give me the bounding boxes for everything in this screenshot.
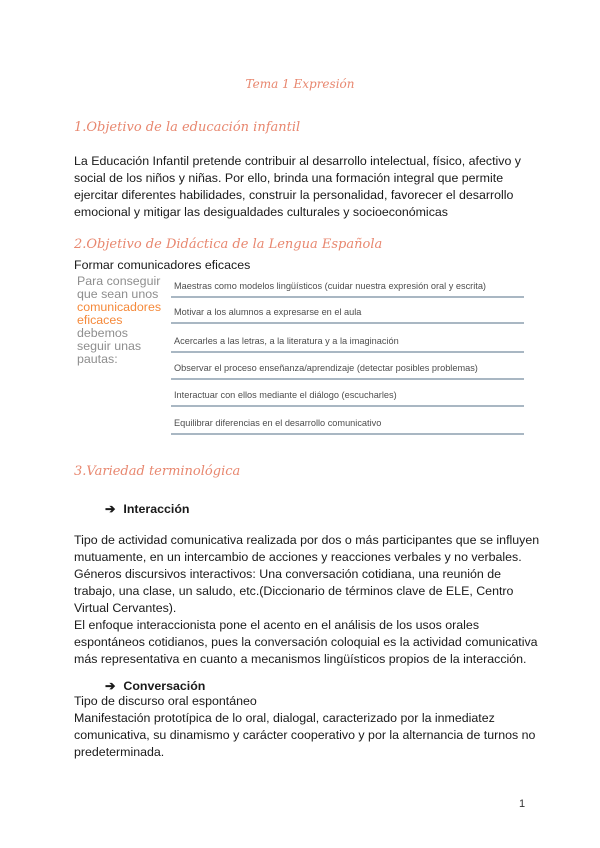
diagram-item [171,274,524,298]
interaccion-line: espontáneos cotidianos, pues la conversación coloquial es la actividad comunicativa [74,635,538,649]
interaccion-line: Tipo de actividad comunicativa realizada por dos o más participantes que se influyen [74,533,540,547]
arrow-icon: ➔ [105,679,116,693]
interaccion-line: Géneros discursivos interactivos: Una conversación cotidiana, una reunión de [74,567,502,581]
diagram-item [171,300,524,324]
bullet-label: Interacción [123,502,190,516]
diagram-left-line: debemos [77,326,128,340]
section2-subtitle: Formar comunicadores eficaces [74,258,251,272]
conversacion-line: comunicativa, su dinamismo y carácter cooperativo y por la alternancia de turnos no [74,728,536,742]
diagram-item-label: Acercarles a las letras, a la literatura y a la imaginación [174,336,399,346]
diagram-item [171,411,524,435]
diagram-left-line-highlight: eficaces [77,313,123,327]
diagram-left-line: pautas: [77,352,118,366]
section1-paragraph [74,153,534,221]
interaccion-line: El enfoque interaccionista pone el acento en el análisis de los usos orales [74,618,480,632]
diagram-item [171,329,524,353]
conversacion-line: predeterminada. [74,745,165,759]
diagram-item-label: Observar el proceso enseñanza/aprendizaje (detectar posibles problemas) [174,363,478,373]
conversacion-line: Manifestación prototípica de lo oral, dialogal, caracterizado por la inmediatez [74,711,495,725]
document-title: Tema 1 Expresión [245,77,355,91]
diagram-item [171,356,524,380]
diagram-left-line: seguir unas [77,339,142,353]
diagram-item [171,383,524,407]
bullet-label: Conversación [123,679,206,693]
bullet-interaccion [105,501,190,516]
interaccion-line: trabajo, una clase, un saludo, etc.(Diccionario de términos clave de ELE, Centro [74,584,514,598]
diagram-item-label: Equilibrar diferencias en el desarrollo comunicativo [174,418,382,428]
interaccion-line: más representativa en cuanto a mecanismos lingüísticos propios de la interacción. [74,652,527,666]
interaccion-paragraph [74,532,540,668]
interaccion-line: mutuamente, en un intercambio de acciones y reacciones verbales y no verbales. [74,550,522,564]
diagram-item-label: Interactuar con ellos mediante el diálogo (escucharles) [174,390,397,400]
section3-heading: 3.Variedad terminológica [74,464,241,479]
section1-line: emocional y mitigar las desigualdades culturales y socioeconómicas [74,205,448,219]
bullet-conversacion [105,678,205,693]
diagram-item-label: Motivar a los alumnos a expresarse en el aula [174,307,362,317]
diagram-left-line-highlight: comunicadores [77,300,162,314]
page-number: 1 [519,798,526,810]
conversacion-paragraph [74,693,534,761]
diagram-left-line: que sean unos [77,287,159,301]
section1-heading: 1.Objetivo de la educación infantil [74,120,301,135]
arrow-icon: ➔ [105,502,116,516]
diagram-left-text [77,275,167,366]
guidelines-diagram [74,272,524,444]
section1-line: La Educación Infantil pretende contribuir al desarrollo intelectual, físico, afectivo y [74,154,522,168]
section1-line: social de los niños y niñas. Por ello, brinda una formación integral que permite [74,171,504,185]
diagram-item-label: Maestras como modelos lingüísticos (cuidar nuestra expresión oral y escrita) [174,281,486,291]
section1-line: ejercitar diferentes habilidades, construir la personalidad, favorecer el desarrollo [74,188,514,202]
section2-heading: 2.Objetivo de Didáctica de la Lengua Española [74,237,383,252]
interaccion-line: Virtual Cervantes). [74,601,177,615]
conversacion-line: Tipo de discurso oral espontáneo [74,694,257,708]
diagram-left-line: Para conseguir [77,274,161,288]
